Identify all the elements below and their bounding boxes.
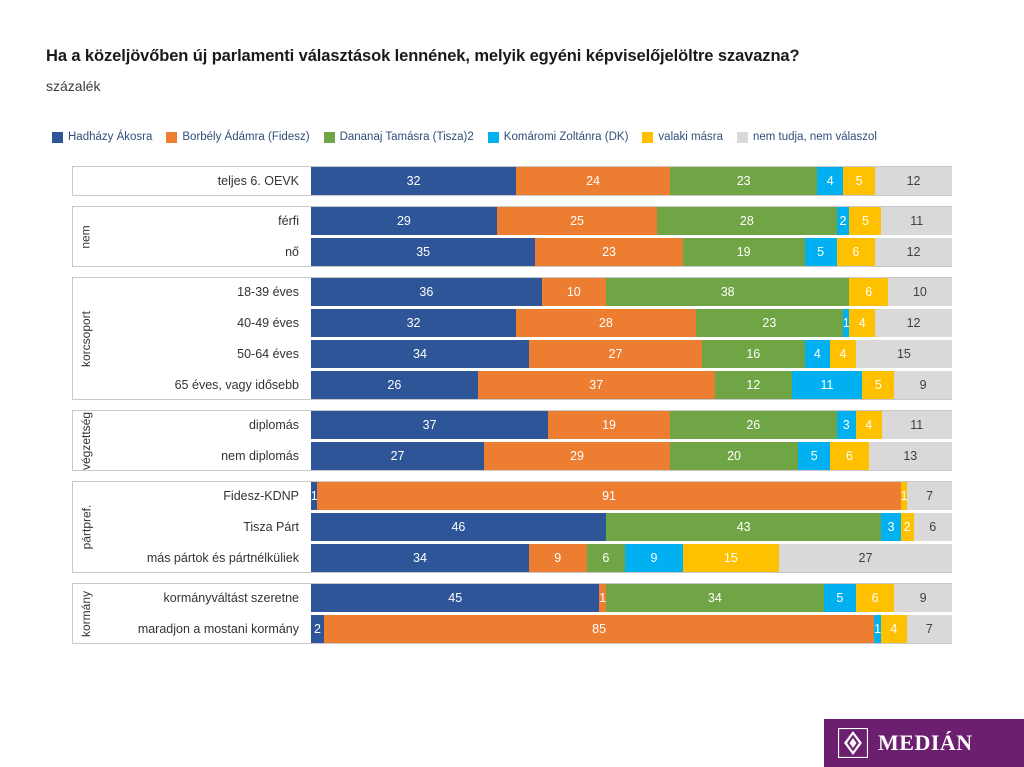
bar-segment: 15 [856, 340, 952, 368]
legend-item [52, 131, 152, 143]
bar-segment: 19 [548, 411, 670, 439]
chart-group-rows [99, 207, 952, 266]
bar-segment: 5 [805, 238, 837, 266]
bar-segment: 43 [606, 513, 882, 541]
chart-row-label: 50-64 éves [237, 347, 299, 361]
bar-segment: 3 [881, 513, 900, 541]
page-subtitle: százalék [46, 78, 101, 94]
chart-row [99, 544, 952, 572]
bar-segment: 4 [856, 411, 882, 439]
legend-swatch [166, 132, 177, 143]
chart-row-label: maradjon a mostani kormány [137, 622, 299, 636]
stacked-bar [311, 207, 952, 235]
bar-segment: 11 [792, 371, 863, 399]
legend-item [737, 131, 877, 143]
legend-label: nem tudja, nem válaszol [752, 131, 877, 143]
legend-label: Dananaj Tamásra (Tisza)2 [339, 131, 474, 143]
bar-segment: 6 [837, 238, 875, 266]
chart-row [99, 309, 952, 337]
bar-segment: 32 [311, 309, 516, 337]
median-logo-icon [838, 728, 868, 758]
chart-row-label: kormányváltást szeretne [163, 591, 299, 605]
chart-group-rows [99, 482, 952, 572]
chart-row [99, 278, 952, 306]
stacked-bar [311, 411, 952, 439]
chart-group [72, 481, 952, 573]
bar-segment: 4 [830, 340, 856, 368]
chart-group [72, 206, 952, 267]
bar-segment: 15 [683, 544, 779, 572]
bar-segment: 1 [901, 482, 907, 510]
bar-segment: 12 [715, 371, 792, 399]
stacked-bar [311, 371, 952, 399]
chart-row-label: 18-39 éves [237, 285, 299, 299]
stacked-bar [311, 482, 952, 510]
chart-row [99, 371, 952, 399]
bar-segment: 16 [702, 340, 805, 368]
bar-segment: 29 [484, 442, 670, 470]
chart-row [99, 340, 952, 368]
chart-group-rows [99, 167, 952, 195]
stacked-bar [311, 544, 952, 572]
chart-row [99, 411, 952, 439]
stacked-bar [311, 584, 952, 612]
bar-segment: 37 [478, 371, 715, 399]
chart-plot-area [72, 166, 952, 736]
chart-group-label-text: pártpref. [79, 504, 94, 550]
bar-segment: 36 [311, 278, 542, 306]
legend-item [324, 131, 474, 143]
chart-group-label-text: nem [79, 224, 93, 249]
chart-group-label [73, 207, 99, 266]
stacked-bar [311, 615, 952, 643]
bar-segment: 6 [914, 513, 952, 541]
bar-segment: 12 [875, 309, 952, 337]
chart-row-label: Tisza Párt [243, 520, 299, 534]
legend-label: Komáromi Zoltánra (DK) [503, 131, 629, 143]
legend-swatch [52, 132, 63, 143]
legend-label: Hadházy Ákosra [68, 131, 153, 143]
bar-segment: 5 [798, 442, 830, 470]
chart-group-label [73, 584, 99, 643]
chart-row [99, 167, 952, 195]
bar-segment: 34 [606, 584, 824, 612]
bar-segment: 4 [817, 167, 843, 195]
chart-row-label: 40-49 éves [237, 316, 299, 330]
chart-group-label [73, 278, 99, 399]
chart-group [72, 166, 952, 196]
median-logo-text: MEDIÁN [878, 730, 973, 755]
bar-segment: 24 [516, 167, 670, 195]
page-title: Ha a közeljövőben új parlamenti választások lennének, melyik egyéni képviselőjelöltre szavazna? [46, 47, 800, 65]
bar-segment: 1 [311, 482, 317, 510]
stacked-bar [311, 340, 952, 368]
bar-segment: 5 [824, 584, 856, 612]
bar-segment: 6 [849, 278, 887, 306]
bar-segment: 32 [311, 167, 516, 195]
chart-row-label: teljes 6. OEVK [217, 174, 299, 188]
bar-segment: 6 [830, 442, 868, 470]
bar-segment: 27 [779, 544, 952, 572]
bar-segment: 9 [625, 544, 683, 572]
bar-segment: 3 [837, 411, 856, 439]
bar-segment: 28 [516, 309, 695, 337]
chart-group-label [73, 167, 99, 195]
bar-segment: 12 [875, 238, 952, 266]
bar-segment: 10 [542, 278, 606, 306]
bar-segment: 2 [901, 513, 914, 541]
stacked-bar [311, 238, 952, 266]
bar-segment: 9 [894, 371, 952, 399]
chart-row [99, 238, 952, 266]
bar-segment: 38 [606, 278, 850, 306]
bar-segment: 29 [311, 207, 497, 235]
chart-group-label-text: kormány [79, 590, 94, 637]
stacked-bar [311, 167, 952, 195]
stacked-bar [311, 442, 952, 470]
chart-row [99, 615, 952, 643]
bar-segment: 34 [311, 544, 529, 572]
bar-segment: 10 [888, 278, 952, 306]
bar-segment: 2 [837, 207, 850, 235]
chart-group-label [73, 482, 99, 572]
chart-row-label: 65 éves, vagy idősebb [174, 378, 299, 392]
stacked-bar [311, 278, 952, 306]
chart-group [72, 583, 952, 644]
bar-segment: 34 [311, 340, 529, 368]
chart-group-rows [99, 278, 952, 399]
chart-row [99, 584, 952, 612]
bar-segment: 37 [311, 411, 548, 439]
bar-segment: 4 [805, 340, 831, 368]
bar-segment: 46 [311, 513, 606, 541]
chart-legend [52, 131, 891, 143]
bar-segment: 26 [670, 411, 837, 439]
chart-row-label: nem diplomás [221, 449, 299, 463]
stacked-bar [311, 513, 952, 541]
chart-row-label: diplomás [248, 418, 299, 432]
bar-segment: 1 [843, 309, 849, 337]
chart-group [72, 410, 952, 471]
chart-row [99, 207, 952, 235]
bar-segment: 20 [670, 442, 798, 470]
legend-label: Borbély Ádámra (Fidesz) [182, 131, 310, 143]
bar-segment: 1 [874, 615, 880, 643]
legend-item [488, 131, 629, 143]
bar-segment: 23 [696, 309, 843, 337]
chart-row [99, 482, 952, 510]
chart-group-label [73, 411, 99, 470]
bar-segment: 5 [843, 167, 875, 195]
bar-segment: 6 [856, 584, 894, 612]
bar-segment: 25 [497, 207, 657, 235]
chart-group [72, 277, 952, 400]
bar-segment: 11 [881, 207, 952, 235]
bar-segment: 35 [311, 238, 535, 266]
bar-segment: 1 [599, 584, 605, 612]
bar-segment: 11 [882, 411, 953, 439]
bar-segment: 5 [862, 371, 894, 399]
median-logo [824, 719, 1024, 767]
bar-segment: 23 [670, 167, 817, 195]
stacked-bar [311, 309, 952, 337]
bar-segment: 27 [311, 442, 484, 470]
chart-row-label: férfi [278, 214, 299, 228]
bar-segment: 45 [311, 584, 599, 612]
bar-segment: 27 [529, 340, 702, 368]
legend-item [166, 131, 309, 143]
legend-swatch [488, 132, 499, 143]
bar-segment: 23 [535, 238, 682, 266]
bar-segment: 12 [875, 167, 952, 195]
bar-segment: 9 [529, 544, 587, 572]
bar-segment: 13 [869, 442, 952, 470]
bar-segment: 26 [311, 371, 478, 399]
bar-segment: 9 [894, 584, 952, 612]
bar-segment: 91 [317, 482, 900, 510]
chart-group-rows [99, 411, 952, 470]
chart-group-label-text: végzettség [79, 411, 94, 470]
chart-row-label: Fidesz-KDNP [223, 489, 299, 503]
chart-group-rows [99, 584, 952, 643]
legend-swatch [642, 132, 653, 143]
bar-segment: 4 [881, 615, 907, 643]
bar-segment: 5 [849, 207, 881, 235]
chart-row-label: nő [285, 245, 299, 259]
bar-segment: 7 [907, 615, 952, 643]
bar-segment: 6 [587, 544, 625, 572]
chart-row [99, 513, 952, 541]
bar-segment: 19 [683, 238, 805, 266]
legend-item [642, 131, 723, 143]
legend-label: valaki másra [658, 131, 723, 143]
bar-segment: 4 [849, 309, 875, 337]
legend-swatch [324, 132, 335, 143]
legend-swatch [737, 132, 748, 143]
chart-row [99, 442, 952, 470]
bar-segment: 28 [657, 207, 836, 235]
bar-segment: 2 [311, 615, 324, 643]
bar-segment: 7 [907, 482, 952, 510]
chart-row-label: más pártok és pártnélküliek [146, 551, 299, 565]
chart-group-label-text: korcsoport [79, 310, 93, 367]
bar-segment: 85 [324, 615, 874, 643]
